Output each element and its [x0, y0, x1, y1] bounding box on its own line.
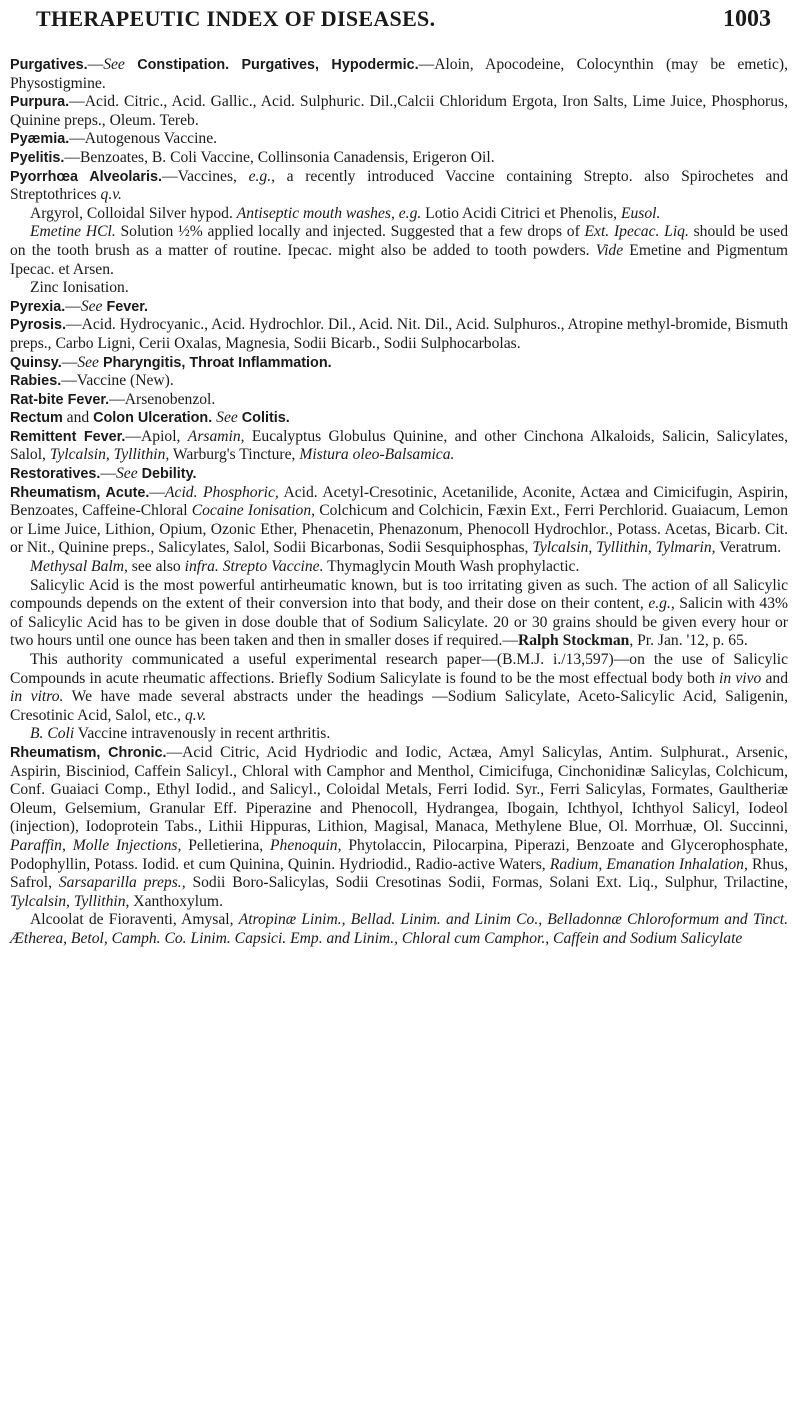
index-entry-paragraph: [10, 577, 788, 651]
italic-text: Cocaine Ionisation,: [191, 502, 316, 520]
entry-text: Warburg's Tincture,: [169, 446, 300, 464]
entry-text: —Vaccines,: [162, 167, 249, 185]
italic-text: Methysal Balm,: [30, 558, 128, 576]
entry-text: —: [100, 465, 116, 483]
entry-text: Rhus, Safrol,: [10, 855, 788, 892]
entry-text: —Vaccine (New).: [61, 372, 174, 390]
entry-heading: Pyrexia.: [10, 298, 66, 315]
index-entry-paragraph: [10, 558, 788, 577]
index-entry-paragraph: [10, 205, 788, 224]
entry-heading: Rheumatism, Acute.: [10, 484, 150, 501]
italic-text: e.g.: [248, 167, 272, 185]
entry-text: Zinc Ionisation.: [30, 279, 129, 297]
index-entry-paragraph: [10, 484, 788, 558]
italic-text: in vitro.: [10, 688, 64, 706]
entry-text: Veratrum.: [715, 539, 782, 557]
index-entry-paragraph: [10, 465, 788, 484]
index-entry-paragraph: [10, 428, 788, 465]
italic-text: Antiseptic mouth washes, e.g.: [236, 204, 422, 222]
entry-text: —: [149, 483, 166, 501]
entry-heading: Purpura.: [10, 94, 70, 111]
italic-text: See: [216, 409, 238, 427]
entry-text: —Benzoates, B. Coli Vaccine, Collinsonia Canadensis, Erigeron Oil.: [64, 148, 495, 166]
entry-heading: Rabies.: [10, 373, 62, 390]
entry-text: Alcoolat de Fioraventi, Amysal,: [30, 911, 239, 929]
index-entry-paragraph: [10, 298, 788, 317]
entry-text: —: [87, 56, 104, 73]
italic-text: See: [80, 297, 103, 315]
entry-heading: Pharyngitis, Throat Inflammation.: [98, 354, 332, 371]
entry-text: —: [65, 297, 81, 315]
entry-heading: Colon Ulceration.: [93, 410, 213, 427]
italic-text: Sarsaparilla preps.,: [58, 874, 186, 892]
italic-text: Acid. Phosphoric,: [165, 483, 279, 501]
entry-text: —Apiol,: [125, 427, 188, 445]
index-entry-paragraph: [10, 391, 788, 410]
italic-text: Phenoquin,: [270, 836, 342, 854]
entry-text: Acid. Acetyl-Cresotinic, Acetanilide, Aconite, Actæa and Cimicifugin, Aspirin, Benzoates, Caffeine-Chloral: [10, 483, 789, 520]
index-entry-paragraph: [10, 149, 788, 168]
index-entry-paragraph: [10, 223, 788, 279]
entry-text: —Acid Citric, Acid Hydriodic and Iodic, Actæa, Amyl Salicylas, Antim. Sulphurat., Arsenic, Aspirin, Bisciniod, Caffein Salicyl., Chloral with Camphor and Menthol, Cimicifuga, Cinchonidinæ Salicylas, Colchicum, Conf. Guaiaci Comp., Ethyl Iodid., and Salicyl., Coloidal Metals, Ferri Iodid. Syr., Ferri Salicylas, Formates, Gaultheriæ Oleum, Gelsemium, Granular Eff. Piperazine and Phenocoll, Hydrangea, Ibogain, Ichthyol, Ichthyol Salicyl, Iodeol (injection), Iodoprotein Tabs., Lithii Hippuras, Lithion, Magisal, Manaca, Methylene Blue, Ol. Morrhuæ, Ol. Succinni,: [10, 743, 789, 836]
entry-heading: Colitis.: [237, 410, 290, 427]
index-entry-paragraph: [10, 725, 788, 744]
entry-text: Pelletierina,: [181, 836, 271, 854]
italic-text: Vide: [595, 241, 624, 259]
italic-text: Mistura oleo-Balsamica.: [299, 446, 455, 464]
index-entry-paragraph: [10, 651, 788, 725]
entry-text: —Aloin, Apocodeine, Colocynthin (may be emetic), Physostigmine.: [10, 56, 788, 92]
entry-text: Colchicum and Colchicin, Fæxin Ext., Ferri Perchlorid. Guaiacum, Lemon or Lime Juice, Lithion, Opium, Ozonic Ether, Phenacetin, Phenazonum, Phenocoll Hydrochlor., Potass. Acetas, Bicarb. Cit. or Nit., Quinine preps., Salicylates, Salol, Sodii Bicarbonas, Sodii Sesquiphosphas,: [10, 502, 789, 557]
italic-text: infra. Strepto Vaccine.: [184, 558, 324, 576]
index-entry-paragraph: [10, 316, 788, 353]
entry-text: , Pr. Jan. '12, p. 65.: [629, 632, 748, 650]
italic-text: q.v.: [184, 706, 207, 724]
index-entry-paragraph: [10, 354, 788, 373]
entry-text: and: [62, 409, 94, 427]
entry-text: should be used on the tooth brush as a matter of routine. Ipecac. might also be added to tooth powders.: [10, 223, 788, 259]
index-entry-paragraph: [10, 744, 788, 911]
entry-text: Thymaglycin Mouth Wash prophylactic.: [323, 558, 580, 576]
index-entry-paragraph: [10, 130, 788, 149]
entry-heading: Quinsy.: [10, 354, 62, 371]
entry-heading: Rheumatism, Chronic.: [10, 744, 167, 761]
entry-text: —: [61, 353, 78, 371]
entry-text: Lotio Acidi Citrici et Phenolis,: [421, 204, 621, 222]
italic-text: Tylcalsin, Tyllithin,: [10, 892, 130, 910]
entry-text: Vaccine intravenously in recent arthritis.: [74, 725, 331, 743]
entry-text: Eucalyptus Globulus Quinine, and other Cinchona Alkaloids, Salicin, Salicylates, Salol,: [10, 427, 788, 464]
entry-heading: Purgatives.: [10, 57, 88, 73]
entry-text: Xanthoxylum.: [129, 892, 223, 910]
italic-text: Paraffin, Molle Injections,: [10, 836, 182, 854]
index-entry-paragraph: [10, 279, 788, 298]
italic-text: Ext. Ipecac. Liq.: [584, 223, 689, 241]
entry-text: This authority communicated a useful experimental research paper—(B.M.J. i./13,597)—on the use of Salicylic Compounds in acute rheumatic affections. Briefly Sodium Salicylate is found to be the most effectual body both: [10, 651, 788, 687]
author-name: Ralph Stockman: [517, 632, 630, 650]
entry-heading: Restoratives.: [10, 466, 101, 483]
entry-heading: Debility.: [137, 466, 197, 483]
entry-heading: Rectum: [10, 410, 63, 427]
italic-text: See: [77, 353, 99, 371]
entry-text: Salicylic Acid is the most powerful antirheumatic known, but is too irritating given as such. The action of all Salicylic compounds depends on the extent of their conversion into that body, and their dose on their content,: [10, 576, 788, 613]
entry-heading: Pyelitis.: [10, 149, 65, 166]
entry-text: Argyrol, Colloidal Silver hypod.: [30, 204, 237, 222]
index-entry-paragraph: [10, 93, 788, 130]
page-body: [10, 56, 788, 949]
running-title: THERAPEUTIC INDEX OF DISEASES.: [36, 6, 436, 31]
entry-heading: Pyorrhœa Alveolaris.: [10, 168, 162, 185]
italic-text: e.g.,: [648, 595, 675, 613]
italic-text: q.v.: [100, 186, 122, 204]
entry-heading: Fever.: [102, 298, 149, 315]
entry-text: Phytolaccin, Pilocarpina, Piperazi, Benzoate and Glycerophosphate, Podophyllin, Potass. Iodid. et cum Quinina, Quinin. Hydriodid., Radio-active Waters,: [10, 836, 788, 873]
entry-text: and: [761, 669, 788, 687]
entry-text: see also: [127, 558, 185, 576]
entry-text: Solution ½% applied locally and injected. Suggested that a few drops of: [115, 223, 585, 241]
italic-text: Atropinæ Linim., Bellad. Linim. and Linim Co., Belladonnæ Chloroformum and Tinct. Ætherea, Betol, Camph. Co. Linim. Capsici. Emp. and Linim., Chloral cum Camphor., Caffein and Sodium Salicylate: [10, 911, 788, 947]
entry-text: We have made several abstracts under the headings —Sodium Salicylate, Aceto-Salicylic Acid, Saligenin, Cresotinic Acid, Salol, etc.,: [10, 688, 788, 724]
entry-heading: Constipation.: [124, 57, 230, 73]
entry-heading: Pyæmia.: [10, 131, 70, 148]
index-entry-paragraph: [10, 168, 788, 205]
entry-text: —Acid. Hydrocyanic., Acid. Hydrochlor. Dil., Acid. Nit. Dil., Acid. Sulphuros., Atropine methyl-bromide, Bismuth preps., Carbo Ligni, Cerii Oxalas, Magnesia, Sodii Bicarb., Sodii Sulphocarbolas.: [10, 316, 789, 352]
entry-text: —Autogenous Vaccine.: [69, 130, 218, 148]
page-number: 1003: [723, 6, 771, 32]
italic-text: Tylcalsin, Tyllithin,: [49, 446, 170, 464]
italic-text: Emetine HCl.: [30, 223, 116, 241]
entry-heading: Remittent Fever.: [10, 428, 126, 445]
italic-text: Tylcalsin, Tyllithin, Tylmarin,: [532, 539, 716, 557]
entry-text: —Arsenobenzol.: [109, 390, 216, 408]
index-entry-paragraph: [10, 372, 788, 391]
entry-heading: Pyrosis.: [10, 317, 66, 334]
entry-text: Emetine and Pigmentum Ipecac. et Arsen.: [10, 241, 789, 278]
italic-text: B. Coli: [30, 725, 75, 743]
entry-heading: Purgatives, Hypodermic.: [241, 57, 419, 73]
index-entry-paragraph: [10, 56, 788, 93]
entry-text: Sodii Boro-Salicylas, Sodii Cresotinas Sodii, Formas, Solani Ext. Liq., Sulphur, Trilactine,: [185, 874, 789, 892]
italic-text: See: [103, 56, 125, 73]
italic-text: Arsamin,: [187, 427, 245, 445]
italic-text: See: [115, 465, 138, 483]
page-header: [36, 6, 771, 40]
italic-text: Radium, Emanation Inhalation,: [549, 855, 748, 873]
entry-heading: Rat-bite Fever.: [10, 391, 110, 408]
entry-text: [229, 56, 241, 73]
italic-text: in vivo: [719, 669, 762, 687]
entry-text: —Acid. Citric., Acid. Gallic., Acid. Sulphuric. Dil.,Calcii Chloridum Ergota, Iron Salts, Lime Juice, Phosphorus, Quinine preps., Oleum. Tereb.: [10, 93, 788, 129]
entry-text: , a recently introduced Vaccine containing Strepto. also Spirochetes and Streptothrices: [10, 167, 788, 204]
index-entry-paragraph: [10, 409, 788, 428]
index-entry-paragraph: [10, 911, 788, 948]
italic-text: Eusol.: [620, 204, 661, 222]
entry-text: Salicin with 43% of Salicylic Acid has to be given in dose double that of Sodium Salicylate. 20 or 30 grains should be given every hour or two hours until one ounce has been taken and then in smaller doses if required.—: [10, 595, 789, 650]
